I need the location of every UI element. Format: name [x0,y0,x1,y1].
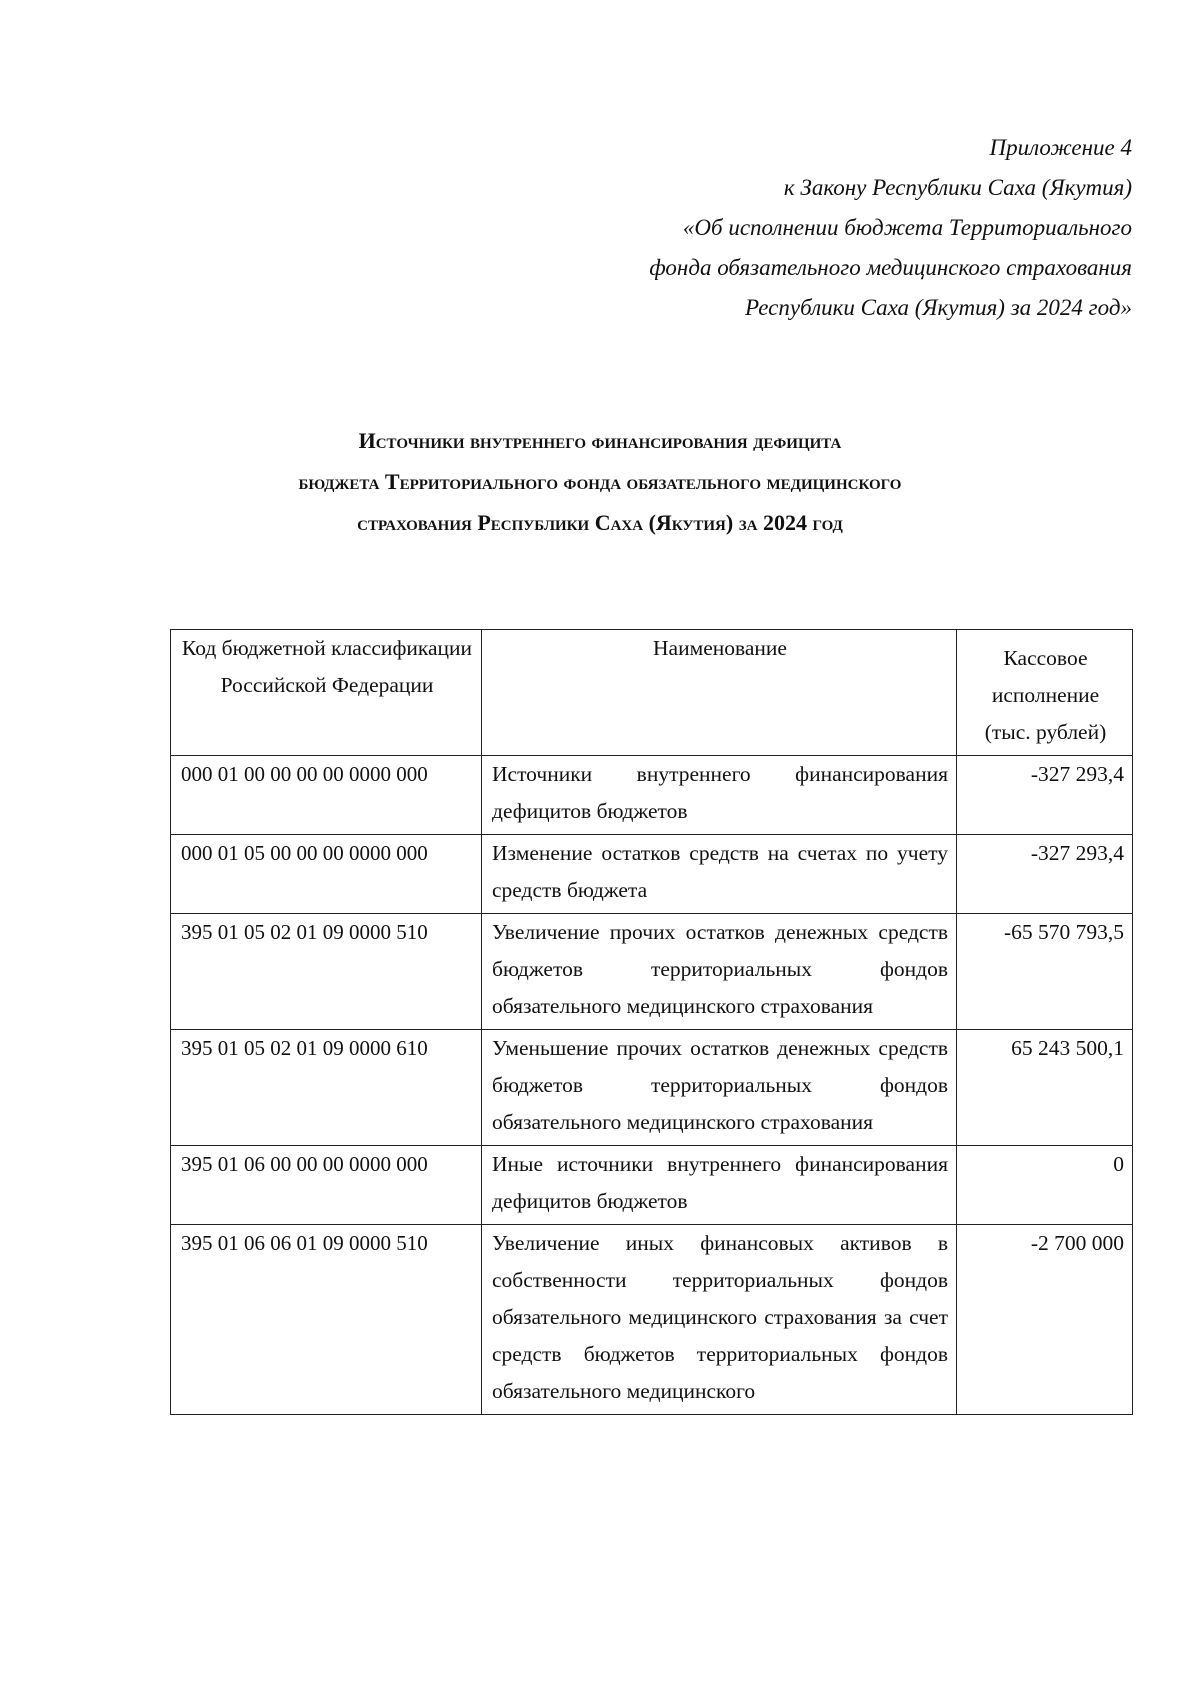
appendix-line: к Закону Республики Саха (Якутия) [783,175,1132,200]
title-line: страхования Республики Саха (Якутия) за 2024 год [357,510,843,535]
title-line: бюджета Территориального фонда обязательного медицинского [298,469,902,494]
table-row [171,756,1133,835]
cell-name: Уменьшение прочих остатков денежных средств бюджетов территориальных фондов обязательного медицинского страхования [482,1030,957,1146]
cell-name: Увеличение прочих остатков денежных средств бюджетов территориальных фондов обязательного медицинского страхования [482,914,957,1030]
appendix-line: фонда обязательного медицинского страхования [649,255,1132,280]
financing-sources-table [170,629,1133,1415]
table-row [171,1225,1133,1415]
header-name: Наименование [482,630,957,756]
cell-amount: -65 570 793,5 [957,914,1133,1030]
cell-name: Иные источники внутреннего финансирования дефицитов бюджетов [482,1146,957,1225]
table-row [171,914,1133,1030]
appendix-note [532,128,1132,328]
cell-code: 395 01 06 06 01 09 0000 510 [171,1225,482,1415]
cell-amount: 65 243 500,1 [957,1030,1133,1146]
table-row [171,1146,1133,1225]
table-header-row [171,630,1133,756]
cell-code: 395 01 06 00 00 00 0000 000 [171,1146,482,1225]
cell-amount: 0 [957,1146,1133,1225]
title-line: Источники внутреннего финансирования дефицита [358,428,842,453]
cell-code: 395 01 05 02 01 09 0000 610 [171,1030,482,1146]
table-row [171,835,1133,914]
header-amount: Кассовое исполнение (тыс. рублей) [957,630,1133,756]
table-row [171,1030,1133,1146]
document-title [180,420,1020,543]
appendix-line: Республики Саха (Якутия) за 2024 год» [745,295,1132,320]
header-code: Код бюджетной классификации Российской Федерации [171,630,482,756]
cell-amount: -2 700 000 [957,1225,1133,1415]
cell-name: Источники внутреннего финансирования дефицитов бюджетов [482,756,957,835]
cell-code: 000 01 05 00 00 00 0000 000 [171,835,482,914]
cell-amount: -327 293,4 [957,835,1133,914]
appendix-line: «Об исполнении бюджета Территориального [682,215,1132,240]
cell-name: Увеличение иных финансовых активов в собственности территориальных фондов обязательного медицинского страхования за счет средств бюджетов территориальных фондов обязательного медицинского [482,1225,957,1415]
cell-amount: -327 293,4 [957,756,1133,835]
cell-name: Изменение остатков средств на счетах по учету средств бюджета [482,835,957,914]
cell-code: 000 01 00 00 00 00 0000 000 [171,756,482,835]
cell-code: 395 01 05 02 01 09 0000 510 [171,914,482,1030]
appendix-line: Приложение 4 [989,135,1132,160]
